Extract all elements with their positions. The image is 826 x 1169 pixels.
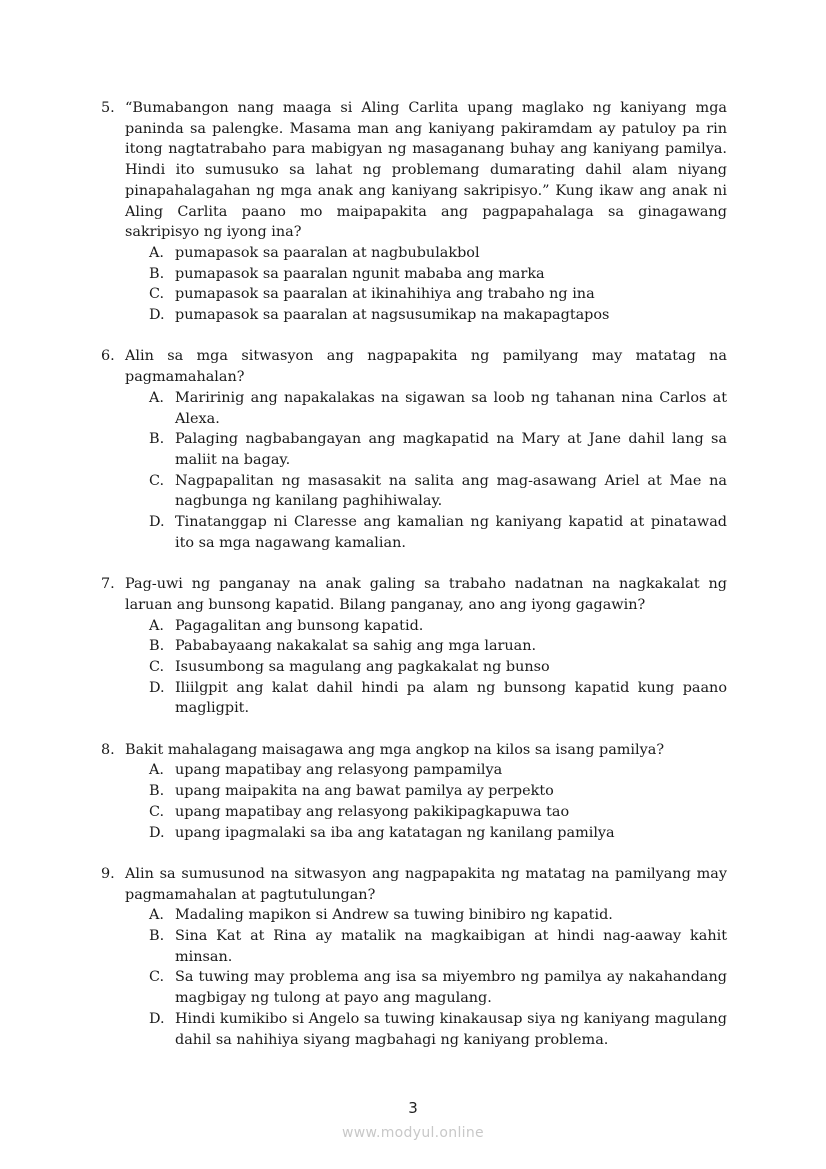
option-text: upang ipagmalaki sa iba ang katatagan ng kanilang pamilya: [175, 824, 615, 841]
option-letter: A.: [149, 617, 164, 634]
answer-option: [101, 926, 727, 967]
question-number: 6.: [101, 348, 115, 365]
answer-option: [101, 636, 727, 657]
option-text: Tinatanggap ni Claresse ang kamalian ng kaniyang kapatid at pinatawad ito sa mga nagawang kamalian.: [175, 514, 727, 551]
option-letter: B.: [149, 431, 165, 448]
answer-option: [101, 429, 727, 470]
option-letter: B.: [149, 265, 165, 282]
answer-options: [125, 388, 727, 554]
option-letter: B.: [149, 783, 165, 800]
option-text: upang maipakita na ang bawat pamilya ay perpekto: [175, 783, 554, 800]
question-item: [101, 98, 727, 326]
option-text: pumapasok sa paaralan ngunit mababa ang marka: [175, 265, 545, 282]
answer-option: [101, 243, 727, 264]
answer-option: [101, 1009, 727, 1050]
option-text: upang mapatibay ang relasyong pampamilya: [175, 762, 503, 779]
option-letter: C.: [149, 286, 165, 303]
option-letter: D.: [149, 824, 165, 841]
question-text: Alin sa mga sitwasyon ang nagpapakita ng pamilyang may matatag na pagmamahalan?: [125, 348, 727, 386]
question-number: 7.: [101, 576, 115, 593]
question-number: 8.: [101, 741, 115, 758]
answer-option: [101, 264, 727, 285]
answer-option: [101, 305, 727, 326]
option-letter: A.: [149, 907, 164, 924]
option-text: Sa tuwing may problema ang isa sa miyembro ng pamilya ay nakahandang magbigay ng tulong at payo ang magulang.: [175, 969, 727, 1007]
answer-option: [101, 471, 727, 512]
option-letter: D.: [149, 679, 165, 696]
answer-options: [125, 760, 727, 843]
option-text: Iliilgpit ang kalat dahil hindi pa alam ng bunsong kapatid kung paano magligpit.: [175, 679, 727, 717]
answer-option: [101, 823, 727, 844]
option-letter: B.: [149, 928, 165, 945]
option-text: Madaling mapikon si Andrew sa tuwing binibiro ng kapatid.: [175, 907, 613, 924]
answer-option: [101, 284, 727, 305]
option-text: pumapasok sa paaralan at nagsusumikap na makapagtapos: [175, 307, 610, 324]
option-letter: A.: [149, 389, 164, 406]
option-text: Sina Kat at Rina ay matalik na magkaibigan at hindi nag-aaway kahit minsan.: [175, 928, 727, 965]
question-item: [101, 346, 727, 553]
watermark: www.modyul.online: [342, 1125, 484, 1141]
question-item: [101, 864, 727, 1050]
question-text: Pag-uwi ng panganay na anak galing sa trabaho nadatnan na nagkakalat ng laruan ang bunsong kapatid. Bilang panganay, ano ang iyong gagawin?: [125, 576, 727, 613]
option-text: Isusumbong sa magulang ang pagkakalat ng bunso: [175, 658, 550, 675]
answer-option: [101, 678, 727, 719]
option-letter: C.: [149, 658, 165, 675]
option-letter: D.: [149, 307, 165, 324]
answer-option: [101, 905, 727, 926]
question-item: [101, 574, 727, 719]
option-text: Pababayaang nakakalat sa sahig ang mga laruan.: [175, 638, 537, 655]
option-letter: C.: [149, 969, 165, 986]
option-text: pumapasok sa paaralan at ikinahihiya ang trabaho ng ina: [175, 286, 595, 303]
option-letter: A.: [149, 762, 164, 779]
option-text: Maririnig ang napakalakas na sigawan sa loob ng tahanan nina Carlos at Alexa.: [175, 389, 727, 427]
question-number: 9.: [101, 865, 115, 882]
option-text: Hindi kumikibo si Angelo sa tuwing kinakausap siya ng kaniyang magulang dahil sa nahihiya siyang magbahagi ng kaniyang problema.: [175, 1010, 727, 1048]
answer-option: [101, 657, 727, 678]
option-text: Palaging nagbabangayan ang magkapatid na Mary at Jane dahil lang sa maliit na bagay.: [175, 431, 727, 468]
answer-options: [125, 905, 727, 1050]
answer-option: [101, 781, 727, 802]
option-text: upang mapatibay ang relasyong pakikipagkapuwa tao: [175, 803, 570, 820]
option-text: Nagpapalitan ng masasakit na salita ang mag-asawang Ariel at Mae na nagbunga ng kanilang paghihiwalay.: [175, 472, 727, 510]
question-item: [101, 740, 727, 844]
answer-option: [101, 388, 727, 429]
option-letter: D.: [149, 1010, 165, 1027]
option-letter: B.: [149, 638, 165, 655]
answer-option: [101, 616, 727, 637]
option-letter: C.: [149, 472, 165, 489]
answer-options: [125, 616, 727, 720]
page-number: 3: [408, 1099, 418, 1117]
option-letter: D.: [149, 514, 165, 531]
question-number: 5.: [101, 100, 115, 116]
option-text: pumapasok sa paaralan at nagbubulakbol: [175, 244, 480, 261]
question-text: “Bumabangon nang maaga si Aling Carlita upang maglako ng kaniyang mga paninda sa palengke. Masama man ang kaniyang pakiramdam ay patuloy pa rin itong nagtatrabaho para mabigyan ng masaganang buhay ang kaniyang pamilya. Hindi ito sumusuko sa lahat ng problemang dumarating dahil alam niyang pinapahalagahan ng mga anak ang kaniyang sakripisyo.” Kung ikaw ang anak ni Aling Carlita paano mo maipapakita ang pagpapahalaga sa ginagawang sakripisyo ng iyong ina?: [125, 100, 727, 241]
option-letter: C.: [149, 803, 165, 820]
answer-option: [101, 512, 727, 553]
answer-options: [125, 243, 727, 326]
answer-option: [101, 760, 727, 781]
question-text: Bakit mahalagang maisagawa ang mga angkop na kilos sa isang pamilya?: [125, 741, 665, 758]
option-text: Pagagalitan ang bunsong kapatid.: [175, 617, 424, 634]
answer-option: [101, 802, 727, 823]
answer-option: [101, 967, 727, 1008]
question-text: Alin sa sumusunod na sitwasyon ang nagpapakita ng matatag na pamilyang may pagmamahalan at pagtutulungan?: [125, 865, 727, 903]
option-letter: A.: [149, 244, 164, 261]
questions-list: [101, 98, 727, 1071]
